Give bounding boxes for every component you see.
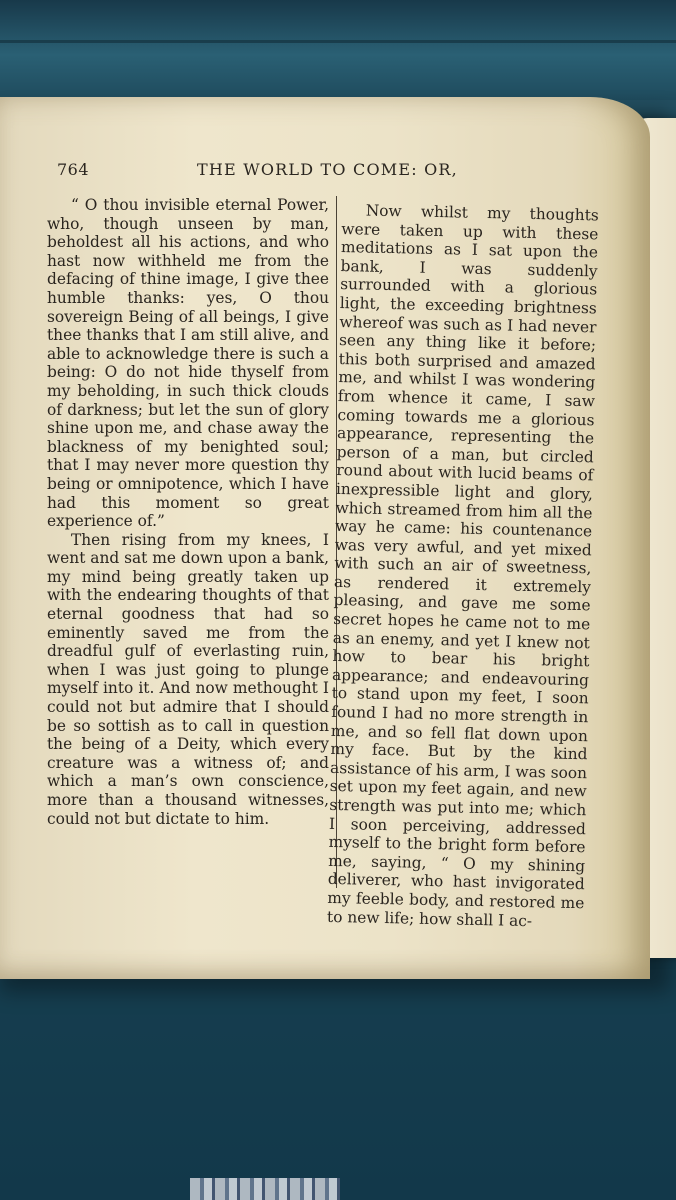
running-head: THE WORLD TO COME: OR, — [197, 160, 458, 179]
plaid-cloth — [190, 1178, 340, 1200]
page-number: 764 — [57, 160, 90, 179]
left-paragraph-1: “ O thou invisible eternal Power, who, though unseen by man, beholdest all his actions, and who hast now withheld me from the defacing of thine image, I give thee humble thanks: yes, O thou sovereign Being of all beings, I give thee thanks that I am still alive, and able to acknowledge there is such a being: O do not hide thyself from my beholding, in such thick clouds of darkness; but let the sun of glory shine upon me, and chase away the blackness of my benighted soul; that I may never more question thy being or omnipotence, which I have had this moment so great experience of.” — [47, 196, 329, 531]
left-paragraph-2: Then rising from my knees, I went and sat me down upon a bank, my mind being greatly taken up with the endearing thoughts of that eternal goodness that had so eminently saved me from the dreadful gulf of everlasting ruin, when I was just going to plunge myself into it. And now methought I could not but admire that I should be so sottish as to call in question the being of a Deity, which every creature was a witness of; and which a man’s own conscience, more than a thousand witnesses, could not but dictate to him. — [47, 530, 330, 828]
page-header — [47, 158, 567, 184]
couch-background-top — [0, 0, 676, 100]
right-column — [327, 201, 599, 931]
right-paragraph-1: Now whilst my thoughts were taken up with these meditations as I sat upon the bank, I was suddenly surrounded with a glorious light, the exceeding brightness whereof was such as I had never seen any thing like it before; this both surprised and amazed me, and whilst I was wondering from whence it came, I saw coming towards me a glorious appearance, representing the person of a man, but circled round about with lucid beams of inexpressible light and glory, which streamed from him all the way he came: his countenance was very awful, and yet mixed with such an air of sweetness, as rendered it extremely pleasing, and gave me some secret hopes he came not to me as an enemy, and yet I knew not how to bear his bright appearance; and endeavouring to stand upon my feet, I soon found I had no more strength in me, and so fell flat down upon my face. But by the kind assistance of his arm, I was soon set upon my feet again, and new strength was put into me; which I soon perceiving, addressed myself to the bright form before me, saying, “ O my shining deliverer, who hast invigorated my feeble body, and restored me to new life; how shall I ac- — [326, 201, 599, 930]
left-column — [47, 196, 329, 828]
couch-seam — [0, 40, 676, 43]
